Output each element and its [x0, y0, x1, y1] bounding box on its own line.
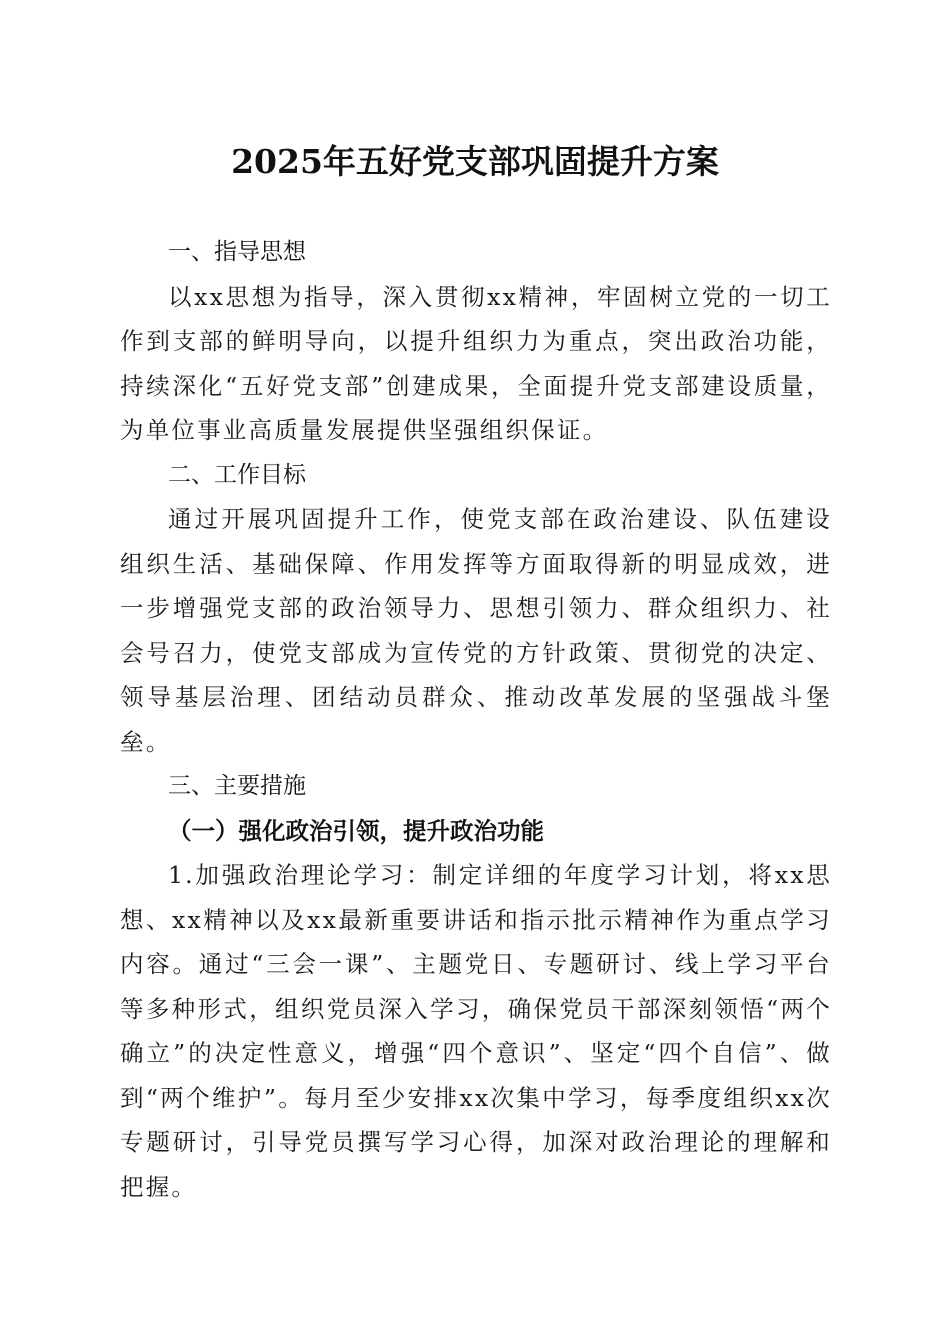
paragraph-work-goals: 通过开展巩固提升工作，使党支部在政治建设、队伍建设组织生活、基础保障、作用发挥等方面取得新的明显成效，进一步增强党支部的政治领导力、思想引领力、群众组织力、社会号召力，使党支部成为宣传党的方针政策、贯彻党的决定、领导基层治理、团结动员群众、推动改革发展的坚强战斗堡垒。 — [120, 505, 832, 756]
paragraph-political-theory-study: 1.加强政治理论学习：制定详细的年度学习计划，将xx思想、xx精神以及xx最新重要讲话和指示批示精神作为重点学习内容。通过“三会一课”、主题党日、专题研讨、线上学习平台等多种形式，组织党员深入学习，确保党员干部深刻领悟“两个确立”的决定性意义，增强“四个意识”、坚定“四个自信”、做到“两个维护”。每月至少安排xx次集中学习，每季度组织xx次专题研讨，引导党员撰写学习心得，加深对政治理论的理解和把握。 — [120, 861, 832, 1201]
section-heading-guiding-ideology: 一、指导思想 — [168, 239, 306, 265]
subsection-heading-political-guidance: （一）强化政治引领，提升政治功能 — [168, 816, 544, 845]
document-body — [120, 230, 832, 1209]
section-heading-work-goals: 二、工作目标 — [168, 461, 306, 488]
document-title: 2025年五好党支部巩固提升方案 — [231, 142, 719, 181]
section-heading-main-measures: 三、主要措施 — [168, 773, 306, 799]
paragraph-guiding-ideology: 以xx思想为指导，深入贯彻xx精神，牢固树立党的一切工作到支部的鲜明导向，以提升组织力为重点，突出政治功能，持续深化“五好党支部”创建成果，全面提升党支部建设质量，为单位事业高质量发展提供坚强组织保证。 — [120, 282, 832, 444]
